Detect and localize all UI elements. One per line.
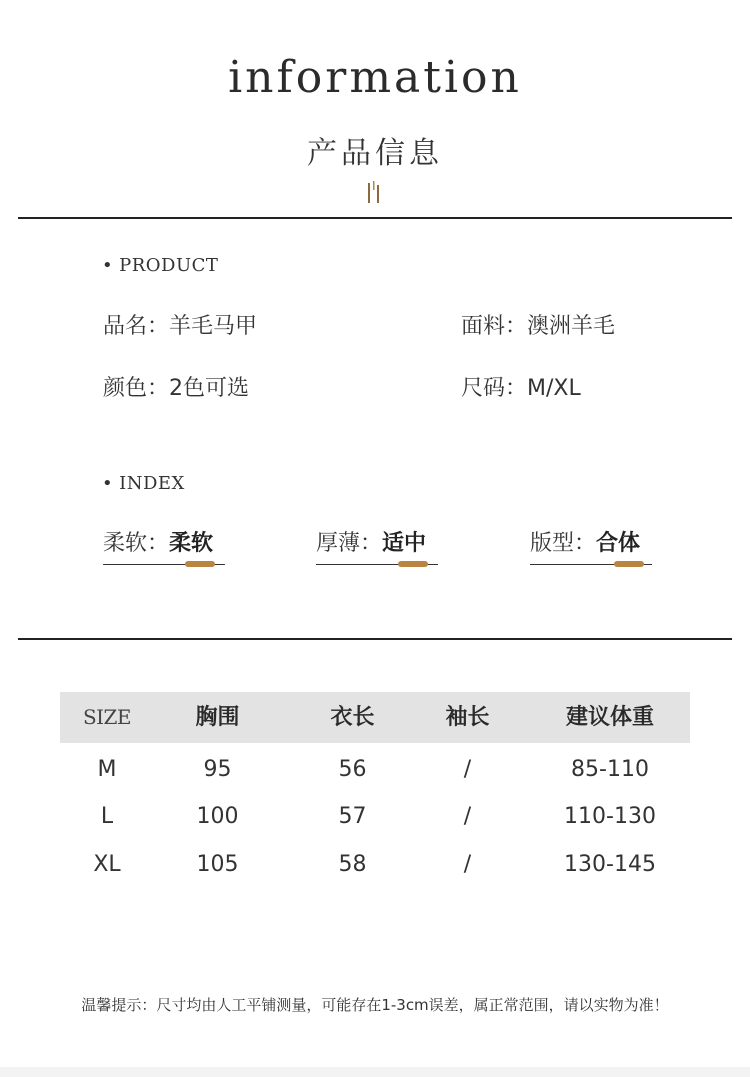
product-name-value: 羊毛马甲 [169, 314, 258, 339]
index-marker-thickness [398, 561, 428, 567]
product-name-field [103, 309, 257, 340]
title-english: information [228, 52, 522, 103]
section-label-index [102, 473, 185, 494]
table-header-sleeve: 袖长 [445, 705, 490, 730]
table-cell: / [463, 757, 472, 782]
product-size-value: M/XL [527, 376, 581, 401]
product-fabric-label: 面料： [461, 314, 528, 339]
table-cell: 100 [196, 804, 239, 829]
section-label-product-text: PRODUCT [119, 255, 219, 276]
table-cell: 56 [338, 757, 367, 782]
table-header-size: SIZE [82, 705, 132, 729]
index-label-fit: 版型： [530, 531, 597, 556]
product-color-label: 颜色： [103, 376, 170, 401]
table-cell: 110-130 [564, 804, 656, 829]
bottom-band [0, 1067, 750, 1077]
section-label-product [102, 255, 218, 276]
table-header-chest: 胸围 [195, 705, 240, 730]
index-item-thickness [316, 526, 426, 557]
table-cell: 130-145 [564, 852, 656, 877]
product-name-label: 品名： [103, 314, 170, 339]
title-chinese: 产品信息 [307, 136, 443, 171]
index-marker-softness [185, 561, 215, 567]
table-cell: / [463, 804, 472, 829]
product-fabric-value: 澳洲羊毛 [527, 314, 616, 339]
index-marker-fit [614, 561, 644, 567]
product-fabric-field [461, 309, 615, 340]
bullet-icon: • [102, 255, 114, 276]
measurement-note: 温馨提示：尺寸均由人工平铺测量，可能存在1-3cm误差，属正常范围，请以实物为准！ [81, 996, 669, 1014]
product-size-label: 尺码： [461, 376, 528, 401]
table-cell: 95 [203, 757, 232, 782]
table-header-weight: 建议体重 [565, 705, 654, 730]
table-cell: XL [93, 852, 121, 877]
index-item-fit [530, 526, 640, 557]
index-value-fit: 合体 [596, 531, 641, 556]
divider-top [18, 217, 732, 219]
index-value-softness: 柔软 [169, 531, 214, 556]
table-header-length: 衣长 [330, 705, 375, 730]
product-color-field [103, 371, 249, 402]
table-cell: 58 [338, 852, 367, 877]
divider-middle [18, 638, 732, 640]
index-item-softness [103, 526, 213, 557]
decorative-bars-icon [367, 181, 381, 205]
section-label-index-text: INDEX [119, 473, 185, 494]
table-cell: 85-110 [571, 757, 649, 782]
product-size-field [461, 371, 581, 402]
table-cell: 57 [338, 804, 367, 829]
product-color-value: 2色可选 [169, 376, 250, 401]
table-cell: M [97, 757, 117, 782]
index-label-thickness: 厚薄： [316, 531, 383, 556]
index-value-thickness: 适中 [382, 531, 427, 556]
table-cell: 105 [196, 852, 239, 877]
bullet-icon: • [102, 473, 114, 494]
index-label-softness: 柔软： [103, 531, 170, 556]
table-cell: L [100, 804, 114, 829]
table-cell: / [463, 852, 472, 877]
